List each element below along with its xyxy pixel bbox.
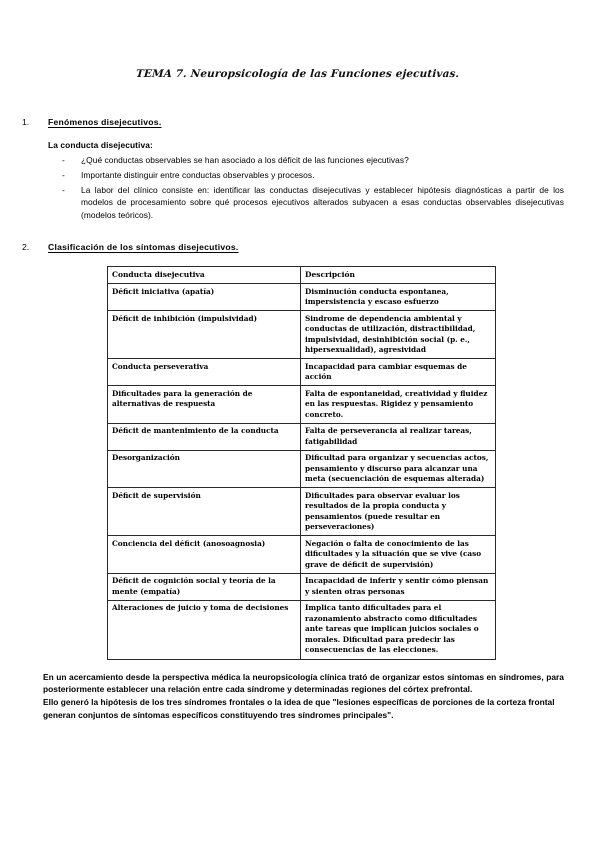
cell-descripcion: Disminución conducta espontanea, impersistencia y escaso esfuerzo [301,284,496,311]
cell-descripcion: Dificultad para organizar y secuencias actos, pensamiento y discurso para alcanzar una meta (secuenciación de esquemas alterada) [301,450,496,488]
table-row [108,284,496,311]
section-1-number: 1. [22,117,30,127]
cell-descripcion: Dificultades para observar evaluar los resultados de la propia conducta y pensamientos (puede resultar en perseveraciones) [301,488,496,536]
closing-paragraph-1: En un acercamiento desde la perspectiva médica la neuropsicología clínica trató de organizar estos síntomas en síndromes, para posteriormente establecer una relación entre cada síndrome y determinadas regiones del córtex prefrontal. [43,671,564,695]
cell-descripcion: Implica tanto dificultades para el razonamiento abstracto como dificultades ante tareas que implican juicios sociales o morales. Dificultad para predecir las consecuencias de las elecciones. [301,600,496,659]
list-item [0,154,564,166]
cell-descripcion: Incapacidad para cambiar esquemas de acción [301,359,496,386]
dash-bullet-icon: - [62,184,65,195]
table-row [108,450,496,488]
table-row [108,311,496,359]
page-title: TEMA 7. Neuropsicología de las Funciones ejecutivas. [135,68,460,80]
table-row [108,488,496,536]
table-header-row [108,267,496,284]
cell-conducta: Déficit de cognición social y teoría de la mente (empatía) [108,574,301,601]
cell-conducta: Déficit de inhibición (impulsividad) [108,311,301,359]
cell-descripcion: Negación o falta de conocimiento de las dificultades y la situación que se vive (caso grave de déficit de supervisión) [301,536,496,574]
section-1-heading [0,117,600,127]
section-1-bullet-list [0,154,600,221]
list-item-text: La labor del clínico consiste en: identificar las conductas disejecutivas y establecer hipótesis diagnósticas a partir de los modelos de procesamiento sobre qué procesos ejecutivos alterados subyacen a esas conductas observables disejecutivas (modelos teóricos). [81,184,564,220]
list-item [0,184,564,221]
table-column-header-conducta: Conducta disejecutiva [108,267,301,284]
section-2-title: Clasificación de los síntomas disejecutivos. [48,242,239,253]
table-row [108,386,496,424]
cell-descripcion: Falta de perseverancia al realizar tareas, fatigabilidad [301,423,496,450]
list-item [0,169,564,181]
section-2 [0,242,600,252]
table-row [108,574,496,601]
dash-bullet-icon: - [62,155,65,165]
list-item-text: ¿Qué conductas observables se han asociado a los déficit de las funciones ejecutivas? [81,155,409,165]
section-1-lead: La conducta disejecutiva: [48,140,153,150]
table-row [108,423,496,450]
cell-conducta: Déficit de mantenimiento de la conducta [108,423,301,450]
table-row [108,359,496,386]
table-row [108,536,496,574]
cell-conducta: Déficit de supervisión [108,488,301,536]
cell-descripcion: Sindrome de dependencia ambiental y conductas de utilización, distractibilidad, impulsividad, desinhibición social (p. e., hipersexualidad), agresividad [301,311,496,359]
cell-conducta: Déficit iniciativa (apatía) [108,284,301,311]
table-column-header-descripcion: Descripción [301,267,496,284]
section-2-number: 2. [22,242,30,253]
section-1 [0,117,600,221]
section-2-heading [0,242,600,252]
symptoms-table-wrapper [0,266,600,659]
table-row [108,600,496,659]
symptoms-table [107,266,496,659]
cell-descripcion: Incapacidad de inferir y sentir cómo piensan y sienten otras personas [301,574,496,601]
cell-descripcion: Falta de espontaneidad, creatividad y fluidez en las respuestas. Rigidez y pensamiento concreto. [301,386,496,424]
cell-conducta: Conciencia del déficit (anosoagnosia) [108,536,301,574]
cell-conducta: Dificultades para la generación de alternativas de respuesta [108,386,301,424]
dash-bullet-icon: - [62,169,65,180]
cell-conducta: Conducta perseverativa [108,359,301,386]
closing-paragraph-2: Ello generó la hipótesis de los tres síndromes frontales o la idea de que "lesiones específicas de porciones de la corteza frontal generan conjuntos de síntomas específicos constituyendo tres síndromes principales". [43,697,555,720]
closing-text-block [0,671,600,722]
section-1-title: Fenómenos disejecutivos. [48,117,162,127]
cell-conducta: Desorganización [108,450,301,488]
cell-conducta: Alteraciones de juicio y toma de decisiones [108,600,301,659]
list-item-text: Importante distinguir entre conductas observables y procesos. [81,169,315,180]
